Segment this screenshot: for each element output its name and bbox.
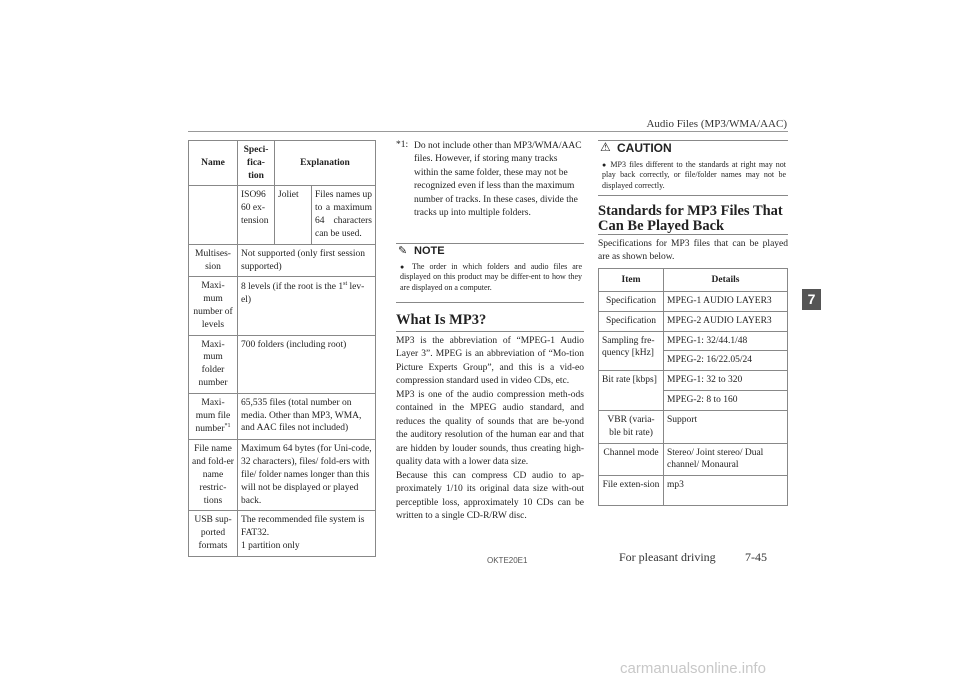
- paragraph: Because this can compress CD audio to ap-proximately 1/10 its original data size with-out perceptible loss, approximately 10 CDs can be written to a single CD-R/RW disc.: [396, 470, 584, 522]
- table-row: [189, 440, 376, 511]
- bullet-icon: ●: [602, 161, 608, 169]
- table-cell: [238, 277, 376, 335]
- table-cell: [189, 186, 238, 244]
- table-cell: Specification: [599, 311, 664, 331]
- table-cell: MPEG-1: 32/44.1/48: [664, 331, 788, 351]
- footnote-ref: *1: [224, 423, 231, 430]
- section-title-mp3: What Is MP3?: [396, 312, 487, 328]
- table-row: [189, 393, 376, 440]
- cell-text: lev-el): [241, 282, 365, 306]
- caution-body: MP3 files different to the standards at right may not play back correctly, or file/folder names may not be displayed correctly.: [602, 160, 787, 190]
- table-header-row: [599, 269, 788, 292]
- table-header-row: [189, 141, 376, 186]
- note-icon: ✎: [398, 245, 408, 257]
- cell-text: 1 partition only: [241, 541, 300, 552]
- table-cell: Maximum 64 bytes (for Uni-code, 32 characters), files/ fold-ers with file/ folder names longer than this will not be displayed or played back.: [238, 440, 376, 511]
- table-cell: MPEG-2: 16/22.05/24: [664, 351, 788, 371]
- page-number: 7-45: [745, 550, 767, 564]
- section-rule: [598, 234, 788, 235]
- footnote-text: Do not include other than MP3/WMA/AAC files. However, if storing many tracks within the same folder, these may not be recognized even if less than the maximum number of tracks. In these cases, divide the tracks up into multiple folders.: [414, 141, 582, 219]
- table-cell: Channel mode: [599, 443, 664, 476]
- warning-icon: ⚠: [600, 140, 611, 154]
- table-cell: File name and fold-er name restric-tions: [189, 440, 238, 511]
- table-row: [189, 186, 376, 244]
- header-name: Name: [189, 141, 238, 186]
- table-row: [599, 331, 788, 351]
- header-specification: Speci-fica-tion: [238, 141, 275, 186]
- table-row: [189, 335, 376, 393]
- superscript: st: [343, 281, 348, 288]
- table-cell: Sampling fre-quency [kHz]: [599, 331, 664, 371]
- table-row: [599, 292, 788, 312]
- cell-text: 8 levels (if the root is the 1: [241, 282, 344, 293]
- table-row: [189, 511, 376, 556]
- table-cell: [238, 511, 376, 556]
- table-cell: Maxi-mum folder number: [189, 335, 238, 393]
- mp3-paragraph: [396, 335, 584, 524]
- header-details: Details: [664, 269, 788, 292]
- caution-text: [602, 160, 786, 191]
- table-cell: MPEG-1 AUDIO LAYER3: [664, 292, 788, 312]
- table-cell: mp3: [664, 476, 788, 506]
- note-body: The order in which folders and audio files are displayed on this product may be differ-ent to how they are displayed on a computer.: [400, 262, 583, 292]
- table-cell: MPEG-2: 8 to 160: [664, 391, 788, 411]
- header-explanation: Explanation: [275, 141, 376, 186]
- table-cell: VBR (varia-ble bit rate): [599, 410, 664, 443]
- table-cell: Files names up to a maximum 64 characters can be used.: [312, 186, 376, 244]
- table-cell: Not supported (only first session supported): [238, 244, 376, 277]
- footnote-mark: *1:: [396, 140, 409, 150]
- section-title-standards: Standards for MP3 Files That Can Be Played Back: [598, 203, 783, 234]
- caution-title: CAUTION: [617, 141, 672, 155]
- table-row: [189, 244, 376, 277]
- cell-text: The recommended file system is FAT32.: [241, 515, 365, 539]
- table-cell: 700 folders (including root): [238, 335, 376, 393]
- document-code: OKTE20E1: [487, 556, 528, 565]
- table-cell: Stereo/ Joint stereo/ Dual channel/ Monaural: [664, 443, 788, 476]
- table-cell: Specification: [599, 292, 664, 312]
- table-row: [599, 443, 788, 476]
- table-cell: Multises-sion: [189, 244, 238, 277]
- chapter-tab: 7: [802, 289, 821, 310]
- media-spec-table: [188, 140, 376, 557]
- header-divider: [188, 131, 788, 132]
- table-cell: ISO96 60 ex-tension: [238, 186, 275, 244]
- table-cell: Joliet: [275, 186, 312, 244]
- table-row: [599, 476, 788, 506]
- table-cell: MPEG-1: 32 to 320: [664, 371, 788, 391]
- standards-intro: Specifications for MP3 files that can be played are as shown below.: [598, 239, 788, 263]
- table-row: [189, 277, 376, 335]
- paragraph: MP3 is one of the audio compression meth-ods contained in the MPEG audio standard, and reduces the quality of sounds that are be-yond the auditory resolution of the human ear and that are hidden by louder sounds, thus creating high-quality data with a lower data size.: [396, 389, 584, 468]
- note-text: [400, 262, 582, 293]
- table-cell: Support: [664, 410, 788, 443]
- note-title: NOTE: [414, 245, 445, 257]
- table-cell: 65,535 files (total number on media. Other than MP3, WMA, and AAC files not included): [238, 393, 376, 440]
- footer-section: For pleasant driving: [619, 550, 716, 564]
- table-row: [599, 410, 788, 443]
- table-row: [599, 371, 788, 391]
- table-cell: File exten-sion: [599, 476, 664, 506]
- section-rule: [396, 331, 584, 332]
- cell-text: Maxi-mum file number: [195, 397, 231, 435]
- watermark: carmanualsonline.info: [620, 660, 766, 677]
- table-cell: USB sup-ported formats: [189, 511, 238, 556]
- header-item: Item: [599, 269, 664, 292]
- bullet-icon: ●: [400, 263, 408, 271]
- table-cell: Bit rate [kbps]: [599, 371, 664, 411]
- table-cell: MPEG-2 AUDIO LAYER3: [664, 311, 788, 331]
- running-header: Audio Files (MP3/WMA/AAC): [646, 118, 787, 130]
- paragraph: MP3 is the abbreviation of “MPEG-1 Audio Layer 3”. MPEG is an abbreviation of “Mo-tion Picture Experts Group”, and this is a vid-eo compression standard used in video CDs, etc.: [396, 336, 584, 387]
- table-row: [599, 311, 788, 331]
- mp3-standards-table: [598, 268, 788, 506]
- table-cell: [189, 393, 238, 440]
- table-cell: Maxi-mum number of levels: [189, 277, 238, 335]
